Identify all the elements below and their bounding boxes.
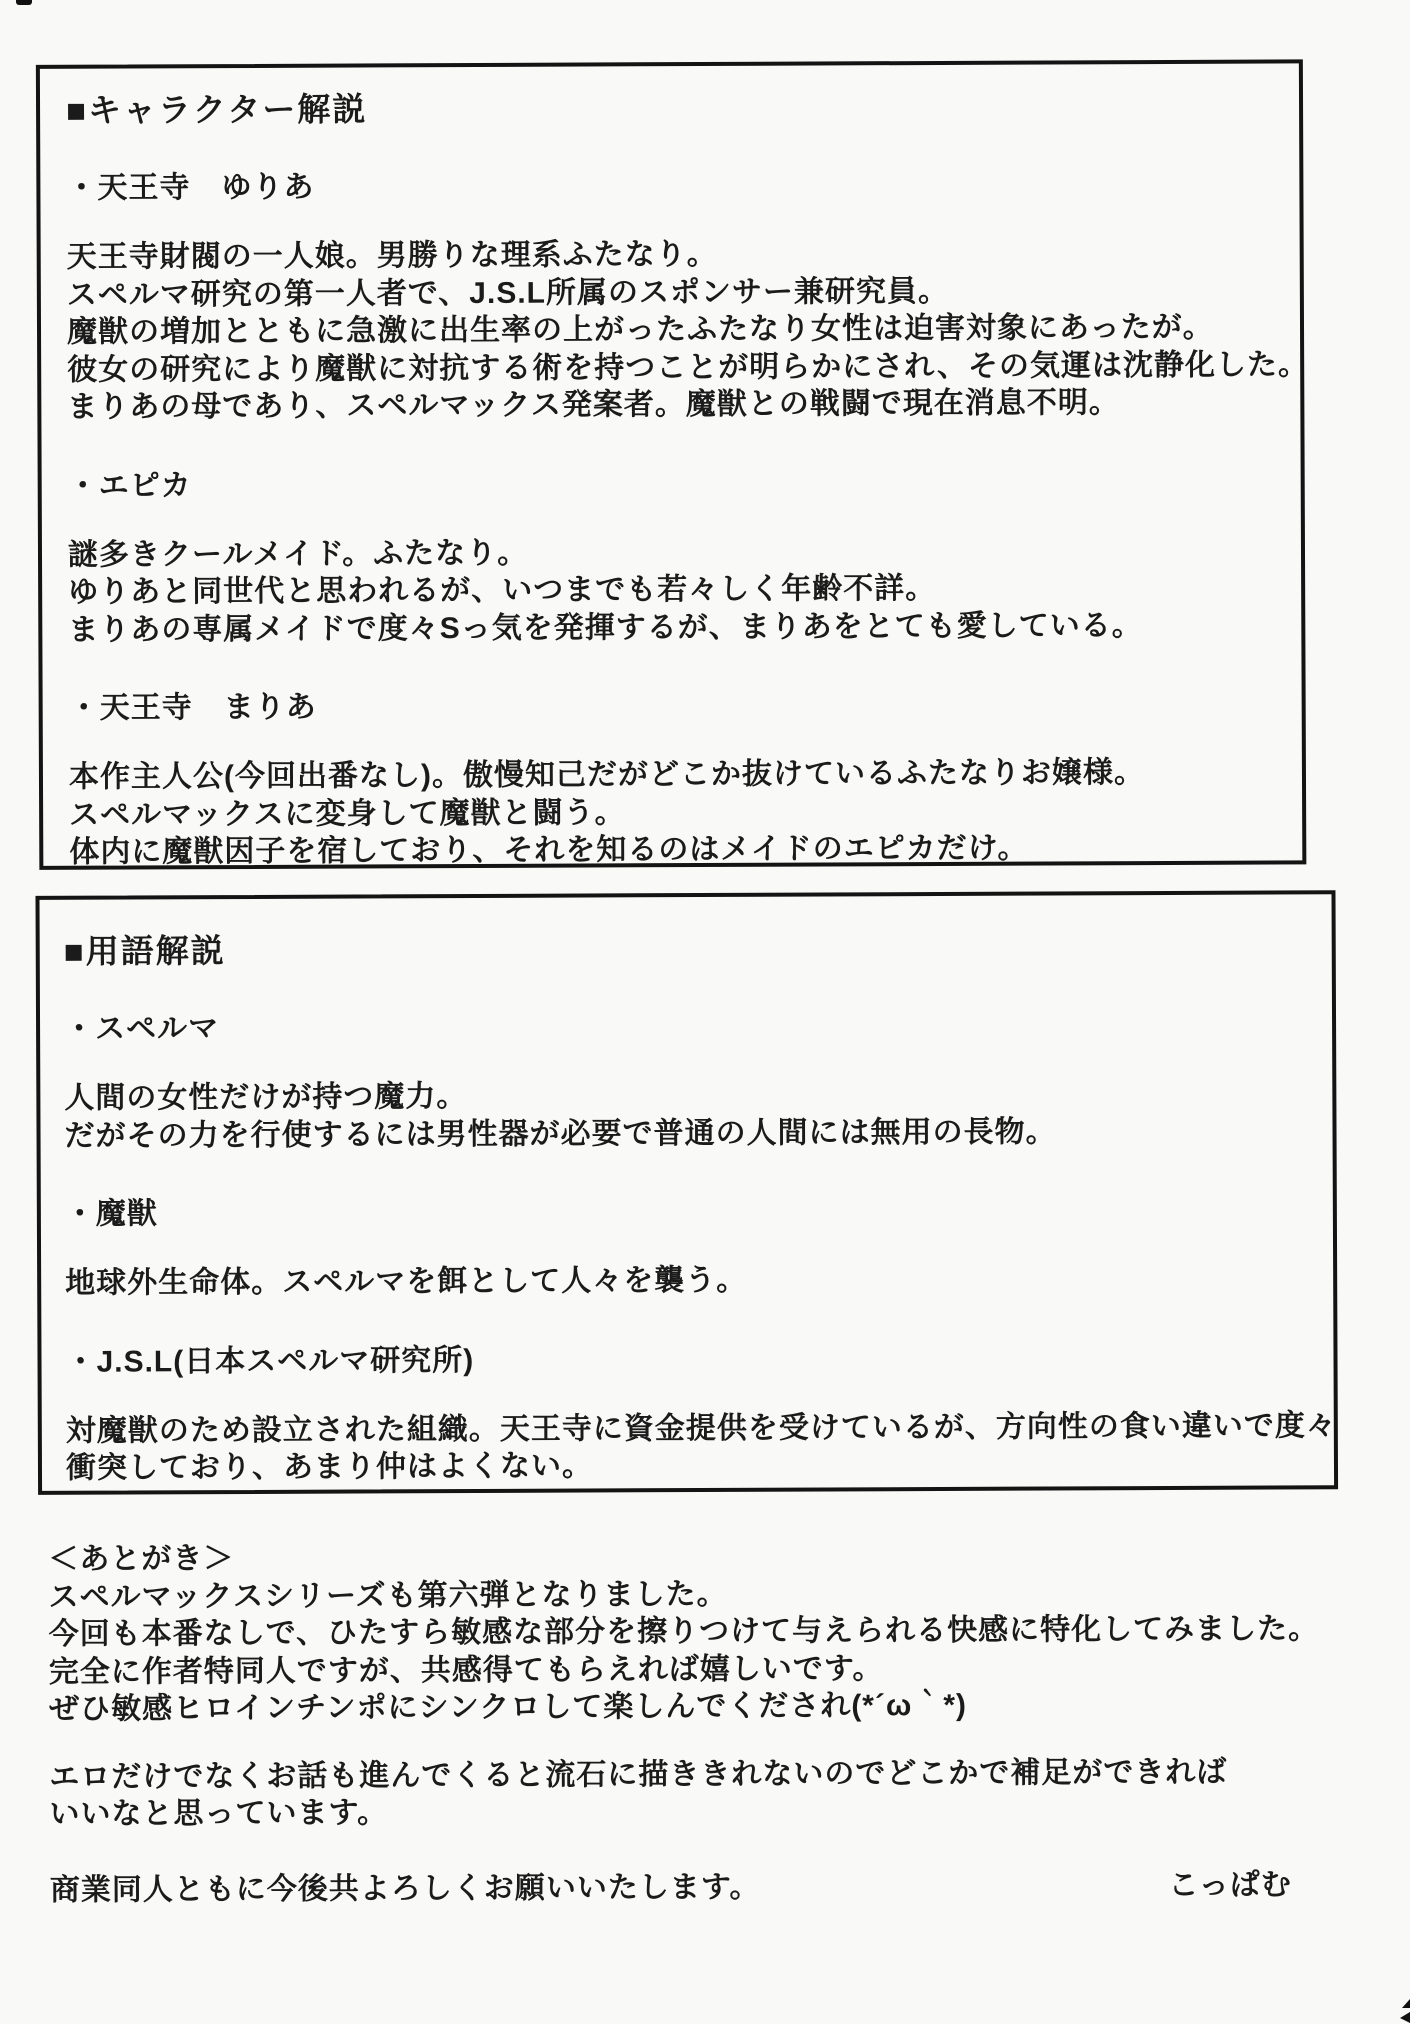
character-name: ・天王寺 まりあ <box>68 690 317 725</box>
afterword-line: いいなと思っています。 <box>49 1796 389 1831</box>
character-name: ・エピカ <box>67 468 192 503</box>
afterword-closing: 商業同人ともに今後共よろしくお願いいたします。 <box>49 1870 761 1907</box>
description-line: まりあの母であり、スペルマックス発案者。魔獣との戦闘で現在消息不明。 <box>67 386 1120 424</box>
afterword-line: ぜひ敏感ヒロインチンポにシンクロして楽しんでくだされ(*´ω｀*) <box>48 1688 968 1726</box>
description-line: 謎多きクールメイド。ふたなり。 <box>67 536 529 572</box>
glossary-definition <box>65 1407 1337 1487</box>
character-section-epica <box>68 463 1284 649</box>
scan-artifact-top-left <box>16 0 32 5</box>
definition-line: 人間の女性だけが持つ魔力。 <box>64 1080 468 1115</box>
description-line: 体内に魔獣因子を宿しており、それを知るのはメイドのエピカだけ。 <box>69 831 1029 869</box>
afterword-line: スペルマックスシリーズも第六弾となりました。 <box>48 1577 728 1614</box>
glossary-box-heading: ■用語解説 <box>63 932 226 970</box>
description-line: スペルマ研究の第一人者で、J.S.L所属のスポンサー兼研究員。 <box>66 274 950 312</box>
character-name: ・天王寺 ゆりあ <box>66 170 315 205</box>
character-section-yuria <box>66 165 1310 426</box>
definition-line: 地球外生命体。スペルマを餌として人々を襲う。 <box>65 1263 748 1300</box>
afterword-heading: ＜あとがき＞ <box>48 1542 235 1576</box>
definition-line: 対魔獣のため設立された組織。天王寺に資金提供を受けているが、方向性の食い違いで度々 <box>65 1408 1337 1448</box>
character-section-maria <box>69 685 1285 871</box>
description-line: 本作主人公(今回出番なし)。傲慢知己だがどこか抜けているふたなりお嬢様。 <box>68 756 1146 794</box>
description-line: ゆりあと同世代と思われるが、いつまでも若々しく年齢不詳。 <box>68 571 937 609</box>
glossary-section-jsl <box>65 1339 1337 1487</box>
glossary-section-sperma <box>64 1006 1315 1154</box>
description-line: 魔獣の増加とともに急激に出生率の上がったふたなり女性は迫害対象にあったが。 <box>66 310 1214 349</box>
character-explanation-box <box>36 59 1310 870</box>
description-line: スペルマックスに変身して魔獣と闘う。 <box>69 795 626 832</box>
glossary-definition <box>64 1074 1314 1154</box>
definition-line: 衝突しており、あまり仲はよくない。 <box>65 1449 594 1485</box>
description-line: 天王寺財閥の一人娘。男勝りな理系ふたなり。 <box>66 237 718 274</box>
glossary-term: ・J.S.L(日本スペルマ研究所) <box>65 1343 475 1379</box>
glossary-definition <box>65 1259 1315 1302</box>
afterword-line: エロだけでなくお話も進んでくると流石に描ききれないのでどこかで補足ができれば <box>49 1755 1228 1794</box>
description-line: まりあの専属メイドで度々Sっ気を発揮するが、まりあをとても愛している。 <box>68 608 1143 647</box>
glossary-box <box>35 890 1338 1495</box>
author-signature: こっぱむ <box>1168 1867 1292 1902</box>
description-line: 彼女の研究により魔獣に対抗する術を持つことが明らかにされ、その気運は沈静化した。 <box>67 347 1310 387</box>
character-description <box>69 753 1284 871</box>
character-description <box>66 233 1310 426</box>
glossary-term: ・スペルマ <box>63 1012 220 1046</box>
afterword-line: 今回も本番なしで、ひたすら敏感な部分を擦りつけて与えられる快感に特化してみました。 <box>48 1612 1320 1651</box>
afterword-section <box>48 1535 1410 1909</box>
definition-line: だがその力を行使するには男性器が必要で普通の人間には無用の長物。 <box>64 1114 1057 1153</box>
afterword-closing-row <box>50 1865 1410 1908</box>
afterword-paragraph <box>48 1572 1409 1728</box>
glossary-section-majuu <box>65 1191 1315 1302</box>
afterword-paragraph <box>49 1752 1409 1833</box>
character-box-heading: ■キャラクター解説 <box>65 90 368 129</box>
glossary-term: ・魔獣 <box>64 1197 158 1231</box>
character-description <box>68 531 1283 649</box>
afterword-line: 完全に作者特同人ですが、共感得てもらえれば嬉しいです。 <box>48 1651 884 1689</box>
